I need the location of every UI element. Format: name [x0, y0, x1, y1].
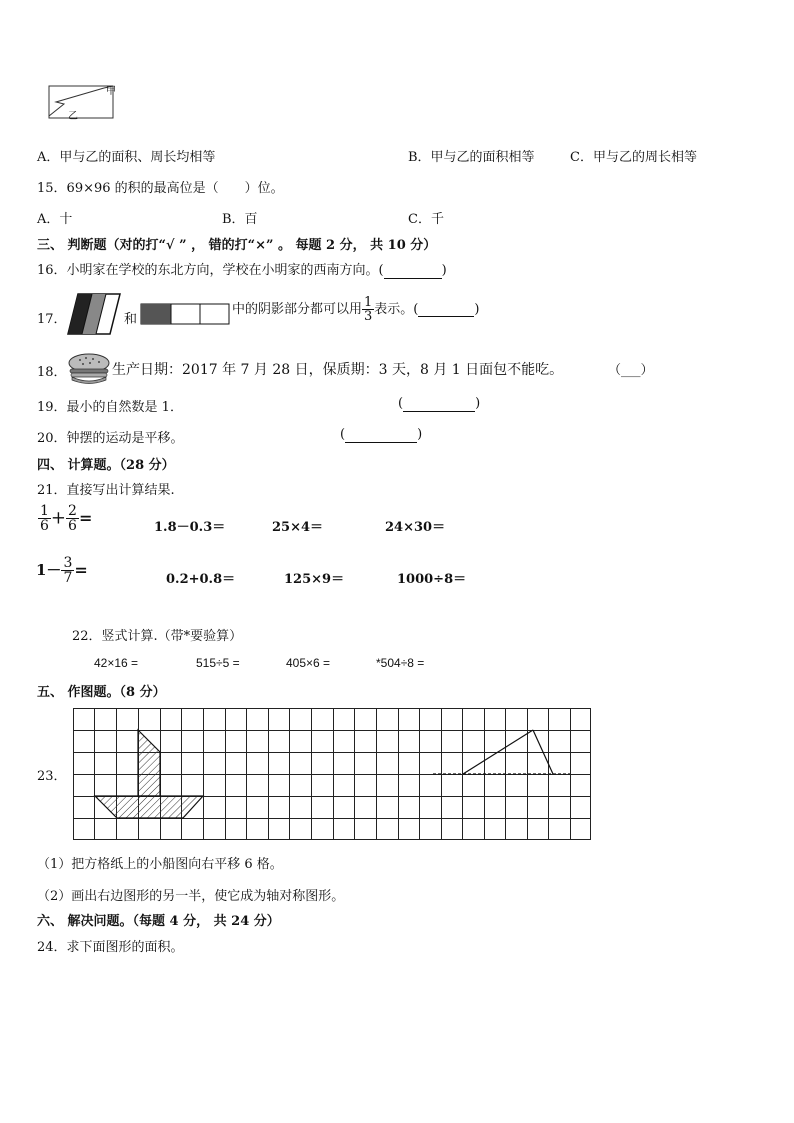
q17-parallelogram — [66, 292, 122, 340]
q23-task-1: （1）把方格纸上的小船图向右平移 6 格。 — [37, 857, 283, 872]
q20-open: ( — [340, 427, 346, 442]
q17-text-a: 中的阴影部分都可以用 — [232, 302, 363, 317]
q21-fraction-1 — [38, 504, 51, 533]
label-jia: 甲 — [106, 86, 116, 97]
q22-expr-2: 515÷5 = — [196, 656, 240, 670]
q21-row1-eq: = — [78, 508, 93, 528]
q21-frac3-denominator: 7 — [63, 570, 73, 586]
top-figure — [48, 82, 120, 122]
q16-close: ) — [441, 263, 447, 278]
q21-fraction-2 — [66, 504, 79, 533]
q17-fraction — [362, 296, 374, 323]
q21-row1-expr1 — [38, 504, 92, 533]
q17-rectangle — [140, 303, 230, 329]
q20-answer-blank[interactable] — [345, 427, 417, 443]
q21-row1-expr2: 1.8－0.3＝ — [154, 520, 226, 535]
q19-answer — [398, 396, 480, 412]
shaded-parallelogram-figure — [66, 292, 122, 336]
q17-answer-blank[interactable] — [418, 303, 474, 317]
q17-frac-numerator: 1 — [364, 295, 373, 310]
q21-row2-lead: 1－ — [36, 561, 62, 579]
q21-frac2-numerator: 2 — [68, 503, 77, 519]
q21-row2-eq: = — [74, 560, 88, 580]
q21-row2-expr4: 1000÷8＝ — [397, 572, 467, 587]
q21-row1-expr3: 25×4＝ — [272, 520, 324, 535]
q15-stem: 15．69×96 的积的最高位是（ ）位。 — [37, 181, 284, 196]
q23-task-2: （2）画出右边图形的另一半，使它成为轴对称图形。 — [37, 889, 345, 904]
q14-option-c: C．甲与乙的周长相等 — [570, 150, 697, 165]
q19-close: ) — [475, 396, 481, 411]
q17-frac-denominator: 3 — [364, 309, 373, 324]
q19-answer-blank[interactable] — [403, 396, 475, 412]
q17-text-b: 表示。( — [374, 302, 419, 317]
label-yi: 乙 — [68, 111, 78, 122]
q21-frac2-denominator: 6 — [68, 518, 77, 534]
q15-option-c: C．千 — [408, 212, 444, 227]
q17-and: 和 — [124, 312, 138, 327]
grid-paper — [73, 708, 593, 842]
q20-close: ) — [417, 427, 423, 442]
q24-text: 24．求下面图形的面积。 — [37, 940, 184, 955]
q21-fraction-3 — [61, 556, 74, 585]
bread-icon — [66, 352, 112, 386]
q18-text: 生产日期：2017 年 7 月 28 日，保质期：3 天，8 月 1 日面包不能吃。 — [112, 362, 564, 378]
q21-frac3-numerator: 3 — [63, 555, 73, 571]
q22-expr-1: 42×16 = — [94, 656, 139, 670]
section5-heading: 五、 作图题。（8 分） — [37, 685, 166, 700]
section3-heading: 三、 判断题（对的打“√ ” ， 错的打“×” 。 每题 2 分， 共 10 分） — [37, 238, 437, 253]
q18-answer-paren[interactable]: （___） — [608, 363, 654, 378]
q16-answer-blank[interactable] — [384, 263, 442, 279]
q18-bread-picture — [66, 352, 112, 390]
q17-statement — [232, 296, 479, 323]
q22-expr-3: 405×6 = — [286, 656, 331, 670]
shaded-rectangle-figure — [140, 303, 230, 325]
q21-row2-expr2: 0.2+0.8＝ — [166, 572, 236, 587]
q14-option-a: A．甲与乙的面积、周长均相等 — [37, 150, 216, 165]
q17-number: 17． — [37, 312, 67, 327]
q23-number: 23． — [37, 769, 67, 784]
q19-text: 19．最小的自然数是 1． — [37, 400, 183, 415]
q22-stem: 22．竖式计算.（带*要验算） — [72, 629, 243, 644]
q16 — [37, 259, 447, 279]
q20-answer — [340, 427, 422, 443]
q19-open: ( — [398, 396, 404, 411]
section6-heading: 六、 解决问题。（每题 4 分， 共 24 分） — [37, 914, 280, 929]
q21-frac1-denominator: 6 — [40, 518, 49, 534]
q21-row2-expr1 — [36, 556, 88, 585]
q23-grid[interactable] — [73, 708, 593, 846]
section4-heading: 四、 计算题。（28 分） — [37, 458, 175, 473]
q21-stem: 21．直接写出计算结果. — [37, 483, 175, 498]
q15-option-a: A．十 — [37, 212, 73, 227]
q15-option-b: B．百 — [222, 212, 258, 227]
q16-text: 16．小明家在学校的东北方向，学校在小明家的西南方向。( — [37, 263, 384, 278]
q21-row1-expr4: 24×30＝ — [385, 520, 446, 535]
q20-text: 20．钟摆的运动是平移。 — [37, 431, 184, 446]
q17-close: ) — [474, 302, 480, 317]
q22-expr-4: *504÷8 = — [376, 656, 425, 670]
q21-row2-expr3: 125×9＝ — [284, 572, 345, 587]
q21-plus: + — [50, 507, 67, 529]
q18-number: 18． — [37, 365, 67, 380]
q14-option-b: B．甲与乙的面积相等 — [408, 150, 535, 165]
q21-frac1-numerator: 1 — [40, 503, 49, 519]
